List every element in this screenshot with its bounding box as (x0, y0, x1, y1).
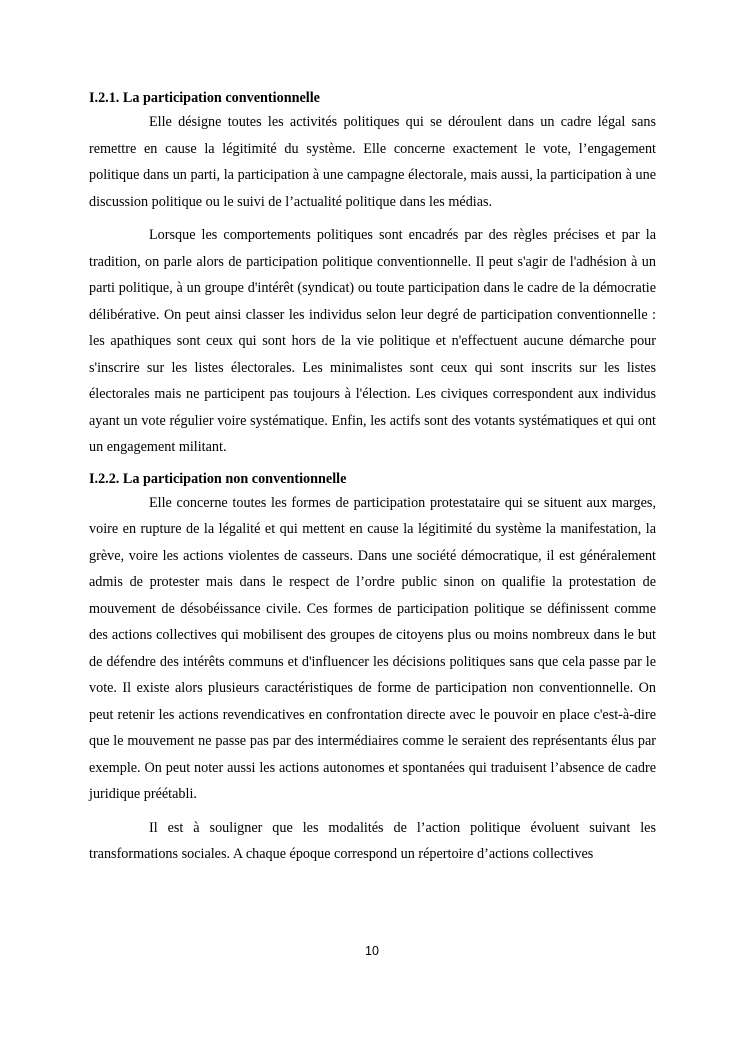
paragraph-classification-participants: Lorsque les comportements politiques sont encadrés par des règles précises et par la tradition, on parle alors de participation politique conventionnelle. Il peut s'agir de l'adhésion à un parti politique, à un groupe d'intérêt (syndicat) ou toute participation dans le cadre de la démocratie délibérative. On peut ainsi classer les individus selon leur degré de participation conventionnelle : les apathiques sont ceux qui sont hors de la vie politique et n'effectuent aucune démarche pour s'inscrire sur les listes électorales. Les minimalistes sont ceux qui sont inscrits sur les listes électorales mais ne participent pas toujours à l'élection. Les civiques correspondent aux individus ayant un vote régulier voire systématique. Enfin, les actifs sont des votants systématiques et qui ont un engagement militant. (89, 227, 656, 455)
paragraph-definition-conventionnelle: Elle désigne toutes les activités politiques qui se déroulent dans un cadre légal sans remettre en cause la légitimité du système. Elle concerne exactement le vote, l’engagement politique dans un parti, la participation à une campagne électorale, mais aussi, la participation à une discussion politique ou le suivi de l’actualité politique dans les médias. (89, 114, 656, 210)
page-content (89, 87, 656, 868)
paragraph-modalites-action-politique: Il est à souligner que les modalités de l’action politique évoluent suivant les transformations sociales. A chaque époque correspond un répertoire d’actions collectives (89, 819, 656, 862)
page-number: 10 (365, 944, 379, 958)
paragraph-definition-non-conventionnelle: Elle concerne toutes les formes de participation protestataire qui se situent aux marges, voire en rupture de la légalité et qui mettent en cause la légitimité du système la manifestation, la grève, voire les actions violentes de casseurs. Dans une société démocratique, il est généralement admis de protester mais dans le respect de l’ordre public sinon on qualifie la protestation de mouvement de désobéissance civile. Ces formes de participation politique se définissent comme des actions collectives qui mobilisent des groupes de citoyens plus ou moins nombreux dans le but de défendre des intérêts communs et d'influencer les décisions politiques sans que cela passe par le vote. Il existe alors plusieurs caractéristiques de forme de participation non conventionnelle. On peut retenir les actions revendicatives en confrontation directe avec le pouvoir en place c'est-à-dire que le mouvement ne passe pas par des intermédiaires comme le seraient des représentants élus par exemple. On peut noter aussi les actions autonomes et spontanées qui traduisent l’absence de cadre juridique préétabli. (89, 494, 656, 802)
section-heading-participation-conventionnelle: I.2.1. La participation conventionnelle (89, 90, 320, 106)
section-heading-participation-non-conventionnelle: I.2.2. La participation non conventionnelle (89, 470, 347, 487)
